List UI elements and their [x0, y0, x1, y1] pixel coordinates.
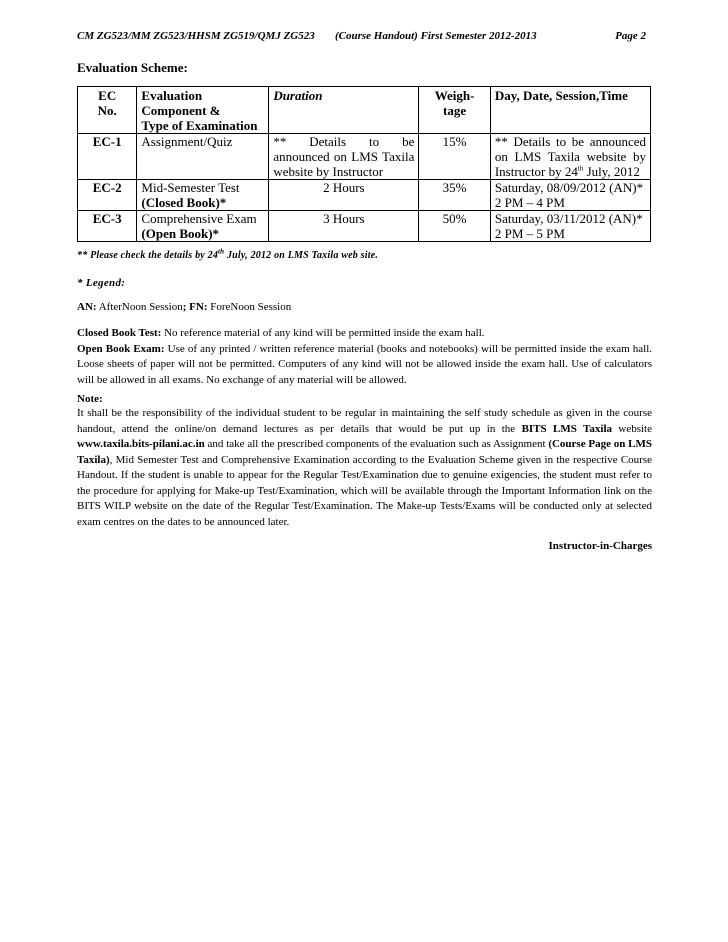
legend-separator: ; [182, 301, 190, 313]
website-link[interactable]: www.taxila.bits-pilani.ac.in [77, 438, 205, 450]
note-text: July, 2012 on LMS Taxila web site. [224, 250, 379, 261]
cell-component [137, 211, 269, 242]
datetime-text: 2 PM – 5 PM [494, 226, 565, 241]
table-row [78, 211, 651, 242]
note-text: and take all the prescribed components of the evaluation such as Assignment [204, 438, 549, 450]
note-text: It shall be the responsibility of the individual student to be regular in maintaining the self study schedule as given in the course handout, attend the online/on demand lectures as per details that would be put up in the [77, 407, 652, 435]
page-number: Page 2 [615, 30, 646, 42]
header-text: Component & [141, 103, 221, 118]
component-text: Mid-Semester Test [141, 180, 240, 195]
header-component [137, 87, 269, 134]
closed-book-rule [77, 326, 652, 342]
header-ec-no [78, 87, 137, 134]
legend-value: ForeNoon Session [207, 301, 292, 313]
exam-rules-paragraph [77, 326, 652, 388]
note-title: Note: [77, 393, 103, 405]
cell-weight: 35% [419, 180, 490, 211]
note-text: website [612, 422, 652, 435]
datetime-text: Saturday, 03/11/2012 (AN)* [494, 211, 643, 226]
superscript: th [218, 247, 225, 256]
note-paragraph [77, 406, 652, 530]
details-note [77, 247, 379, 261]
table-row [78, 134, 651, 180]
cell-datetime [490, 134, 650, 180]
evaluation-table [77, 86, 651, 242]
cell-duration: 2 Hours [269, 180, 419, 211]
section-title: Evaluation Scheme: [77, 60, 188, 75]
note-bold-text: BITS LMS Taxila [521, 422, 612, 435]
table-row [78, 180, 651, 211]
open-book-rule [77, 342, 652, 389]
rule-text: No reference material of any kind will be permitted inside the exam hall. [161, 327, 485, 339]
header-text: No. [97, 103, 117, 118]
cell-component [137, 180, 269, 211]
handout-title: (Course Handout) First Semester 2012-2013 [335, 30, 537, 42]
cell-datetime [490, 180, 650, 211]
legend-line [77, 301, 291, 313]
header-weightage [419, 87, 490, 134]
note-bold-text: (Course Page on LMS Taxila) [77, 438, 653, 466]
note-text: ** Please check the details by 24 [77, 250, 219, 261]
signature: Instructor-in-Charges [548, 540, 652, 552]
cell-weight: 50% [419, 211, 490, 242]
cell-duration: ** Details to be announced on LMS Taxila website by Instructor [269, 134, 419, 180]
component-text: Comprehensive Exam [141, 211, 257, 226]
cell-datetime [490, 211, 650, 242]
header-duration: Duration [269, 87, 419, 134]
cell-duration: 3 Hours [269, 211, 419, 242]
header-text: Weigh- [434, 88, 475, 103]
datetime-text: July, 2012 [583, 164, 640, 179]
superscript: th [577, 164, 584, 173]
rule-label: Open Book Exam: [77, 342, 165, 355]
rule-text: Use of any printed / written reference material (books and notebooks) will be permitted inside the exam hall. Loose sheets of paper will not be permitted. Computers of any kind will not be allowed inside the exam hall. Use of calculators will be allowed in all exams. No exchange of any material will be allowed. [77, 342, 652, 386]
header-text: Evaluation [141, 88, 203, 103]
cell-ec: EC-1 [78, 134, 137, 180]
component-book-type: (Open Book)* [141, 226, 220, 241]
cell-weight: 15% [419, 134, 490, 180]
datetime-text: ** Details to be announced on LMS Taxila website by Instructor by 24 [494, 134, 646, 179]
datetime-text: 2 PM – 4 PM [494, 195, 565, 210]
legend-value: AfterNoon Session [96, 301, 183, 313]
cell-ec: EC-3 [78, 211, 137, 242]
course-codes: CM ZG523/MM ZG523/HHSM ZG519/QMJ ZG523 [77, 30, 315, 42]
legend-key: AN: [77, 301, 97, 313]
page-header [77, 30, 652, 44]
component-book-type: (Closed Book)* [141, 195, 227, 210]
header-text: Type of Examination [141, 118, 258, 133]
cell-component: Assignment/Quiz [137, 134, 269, 180]
header-text: tage [443, 103, 467, 118]
legend-key: FN: [189, 301, 208, 313]
note-text: , Mid Semester Test and Comprehensive Examination according to the Evaluation Scheme given in the respective Course Handout. If the student is unable to appear for the Regular Test/Examination due to genuine exigencies, the student must refer to the procedure for applying for Make-up Test/Examination, which will be available through the Important Information link on the BITS WILP website on the date of the Regular Test/Examination. The Make-up Tests/Exams will be conducted only at selected exam centres on the dates to be announced later. [77, 453, 652, 528]
rule-label: Closed Book Test: [77, 327, 162, 339]
table-header-row [78, 87, 651, 134]
header-text: EC [98, 88, 117, 103]
legend-title: * Legend: [77, 277, 126, 289]
cell-ec: EC-2 [78, 180, 137, 211]
header-datetime: Day, Date, Session,Time [490, 87, 650, 134]
datetime-text: Saturday, 08/09/2012 (AN)* [494, 180, 644, 195]
